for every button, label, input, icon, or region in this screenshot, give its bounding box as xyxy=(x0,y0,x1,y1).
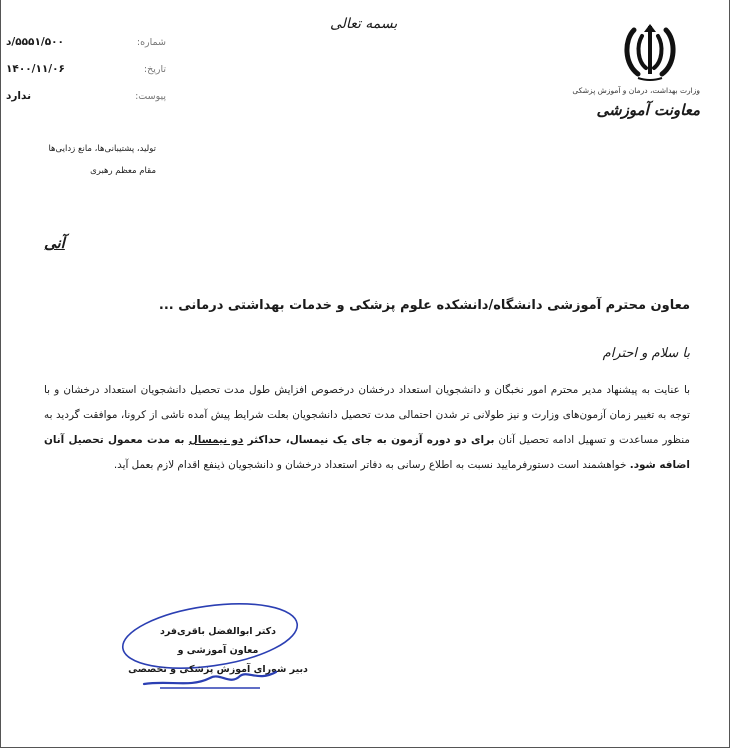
cc-line: تولید، پشتیبانی‌ها، مانع زدایی‌ها xyxy=(48,144,156,154)
meta-number xyxy=(6,36,166,63)
body-bold-text: به مدت معمول تحصیل آنان اضافه شود. xyxy=(44,434,690,471)
signatory-title: دبیر شورای آموزش پزشکی و تخصصی xyxy=(128,664,308,675)
carbon-copy-note xyxy=(6,138,156,182)
body-text: خواهشمند است دستورفرمایید نسبت به اطلاع رسانی به دفاتر استعداد درخشان و دانشجویان ذینفع اقدام لازم بعمل آید. xyxy=(113,459,630,471)
body-text: با عنایت به پیشنهاد مدیر محترم امور نخبگان و دانشجویان استعداد درخشان درخصوص افزایش طول مدت تحصیل دانشجویان استعداد درخشان و با توجه به تغییر زمان آزمون‌های وزارت و نیز طولانی تر شدن احتمالی مدت تحصیل دانشجویان بعلت شرایط پیش آمده ناشی از کرونا، موافقت گردید به منظور مساعدت و تسهیل ادامه تحصیل آنان xyxy=(44,384,690,446)
greeting: با سلام و احترام xyxy=(602,346,690,361)
body-underlined-text: دو نیمسال xyxy=(188,434,244,446)
meta-value: ۱۴۰۰/۱۱/۰۶ xyxy=(6,63,65,75)
meta-label: پیوست: xyxy=(135,91,166,102)
urgency-label: آنی xyxy=(44,234,65,252)
iran-emblem-icon xyxy=(620,22,680,84)
addressee: معاون محترم آموزشی دانشگاه/دانشکده علوم پزشکی و خدمات بهداشتی درمانی ... xyxy=(158,298,690,313)
meta-value: ۵۵۵۱/۵۰۰/د xyxy=(6,36,64,48)
signatory-title: معاون آموزشی و xyxy=(177,645,259,656)
cc-line: مقام معظم رهبری xyxy=(90,166,156,176)
bismillah: بسمه تعالی xyxy=(330,16,398,32)
letter-body xyxy=(44,378,690,478)
letter-meta xyxy=(6,36,166,117)
department-name: معاونت آموزشی xyxy=(596,101,700,119)
ministry-logo-block xyxy=(572,22,700,119)
meta-label: شماره: xyxy=(136,37,166,48)
body-bold-text: برای دو دوره آزمون به جای یک نیمسال، حداکثر xyxy=(243,434,495,446)
meta-value: ندارد xyxy=(6,90,32,102)
handwritten-signature-icon xyxy=(140,662,280,692)
meta-attachment xyxy=(6,90,166,117)
meta-label: تاریخ: xyxy=(143,64,166,75)
meta-date xyxy=(6,63,166,90)
signatory-name: دکتر ابوالفضل باقری‌فرد xyxy=(159,626,277,637)
ministry-name: وزارت بهداشت، درمان و آموزش پزشکی xyxy=(572,86,700,95)
